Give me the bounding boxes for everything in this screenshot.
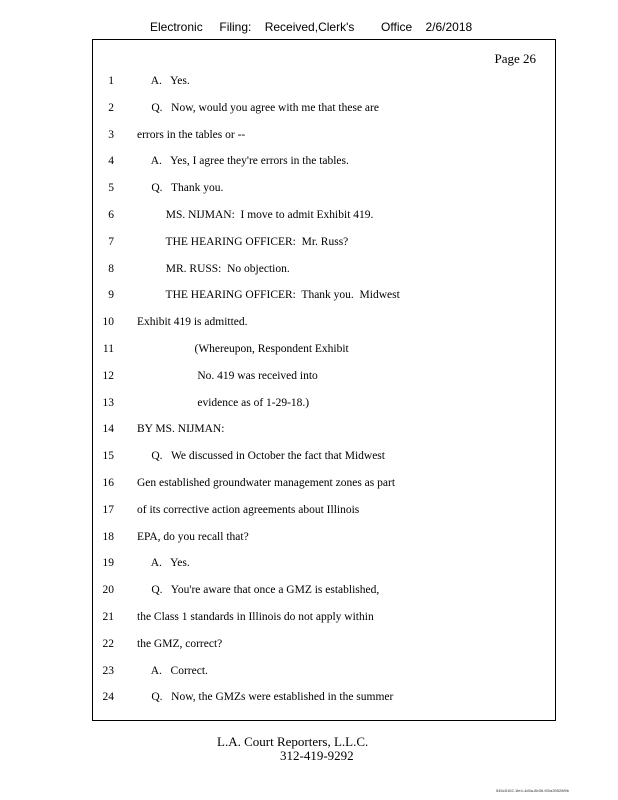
line-text: A. Correct. (137, 664, 208, 677)
line-number: 7 (108, 235, 114, 248)
line-text: No. 419 was received into (137, 369, 318, 382)
line-text: BY MS. NIJMAN: (137, 423, 225, 436)
line-text: the Class 1 standards in Illinois do not apply within (137, 611, 374, 623)
line-text: MS. NIJMAN: I move to admit Exhibit 419. (137, 209, 374, 221)
line-text: of its corrective action agreements about Illinois (137, 503, 360, 516)
line-number: 24 (102, 691, 114, 704)
line-number: 19 (102, 557, 114, 570)
line-number: 14 (102, 423, 114, 436)
line-number: 12 (102, 369, 114, 382)
line-number: 16 (102, 477, 114, 489)
line-number: 18 (102, 530, 114, 543)
line-text: (Whereupon, Respondent Exhibit (137, 343, 349, 355)
court-reporter-phone: 312-419-9292 (280, 748, 354, 763)
line-number: 8 (108, 262, 114, 275)
line-text: the GMZ, correct? (137, 637, 223, 650)
line-text: THE HEARING OFFICER: Thank you. Midwest (137, 289, 400, 302)
page-number: Page 26 (494, 51, 536, 66)
line-number: 4 (108, 155, 114, 168)
line-text: Gen established groundwater management zones as part (137, 477, 396, 489)
court-reporter-name: L.A. Court Reporters, L.L.C. (217, 734, 369, 749)
line-text: A. Yes. (137, 75, 190, 87)
line-number: 11 (102, 343, 114, 355)
line-number: 5 (108, 182, 114, 195)
line-number: 10 (102, 316, 114, 329)
line-text: Q. You're aware that once a GMZ is established, (137, 584, 380, 597)
line-text: THE HEARING OFFICER: Mr. Russ? (137, 235, 349, 248)
line-number: 21 (102, 611, 114, 623)
line-number: 3 (108, 128, 114, 141)
line-text: A. Yes. (137, 557, 190, 570)
line-text: EPA, do you recall that? (137, 530, 249, 543)
line-text: A. Yes, I agree they're errors in the tables. (137, 155, 349, 168)
line-text: Q. Now, the GMZs were established in the summer (137, 691, 394, 704)
line-text: Q. Now, would you agree with me that these are (137, 101, 379, 114)
line-number: 20 (102, 584, 114, 597)
line-text: evidence as of 1-29-18.) (137, 396, 310, 409)
line-number: 23 (102, 664, 114, 677)
line-number: 13 (102, 396, 114, 409)
line-text: MR. RUSS: No objection. (137, 262, 290, 275)
line-number: 1 (108, 75, 114, 87)
filing-stamp: Electronic Filing: Received,Clerk's Office 2/6/2018 (150, 20, 473, 34)
line-number: 2 (108, 101, 114, 114)
transcript-page-frame (92, 39, 556, 721)
line-number: 17 (102, 503, 114, 516)
line-text: errors in the tables or -- (137, 128, 246, 141)
line-number: 9 (108, 289, 114, 302)
line-number: 22 (102, 637, 114, 650)
line-text: Q. We discussed in October the fact that Midwest (137, 450, 385, 463)
line-text: Q. Thank you. (137, 182, 224, 195)
document-id: 546c5102-1fe4-4d5a-8b36-f00a39528f9b (496, 788, 569, 793)
line-number: 15 (102, 450, 114, 463)
line-number: 6 (108, 209, 114, 221)
line-text: Exhibit 419 is admitted. (137, 316, 248, 329)
